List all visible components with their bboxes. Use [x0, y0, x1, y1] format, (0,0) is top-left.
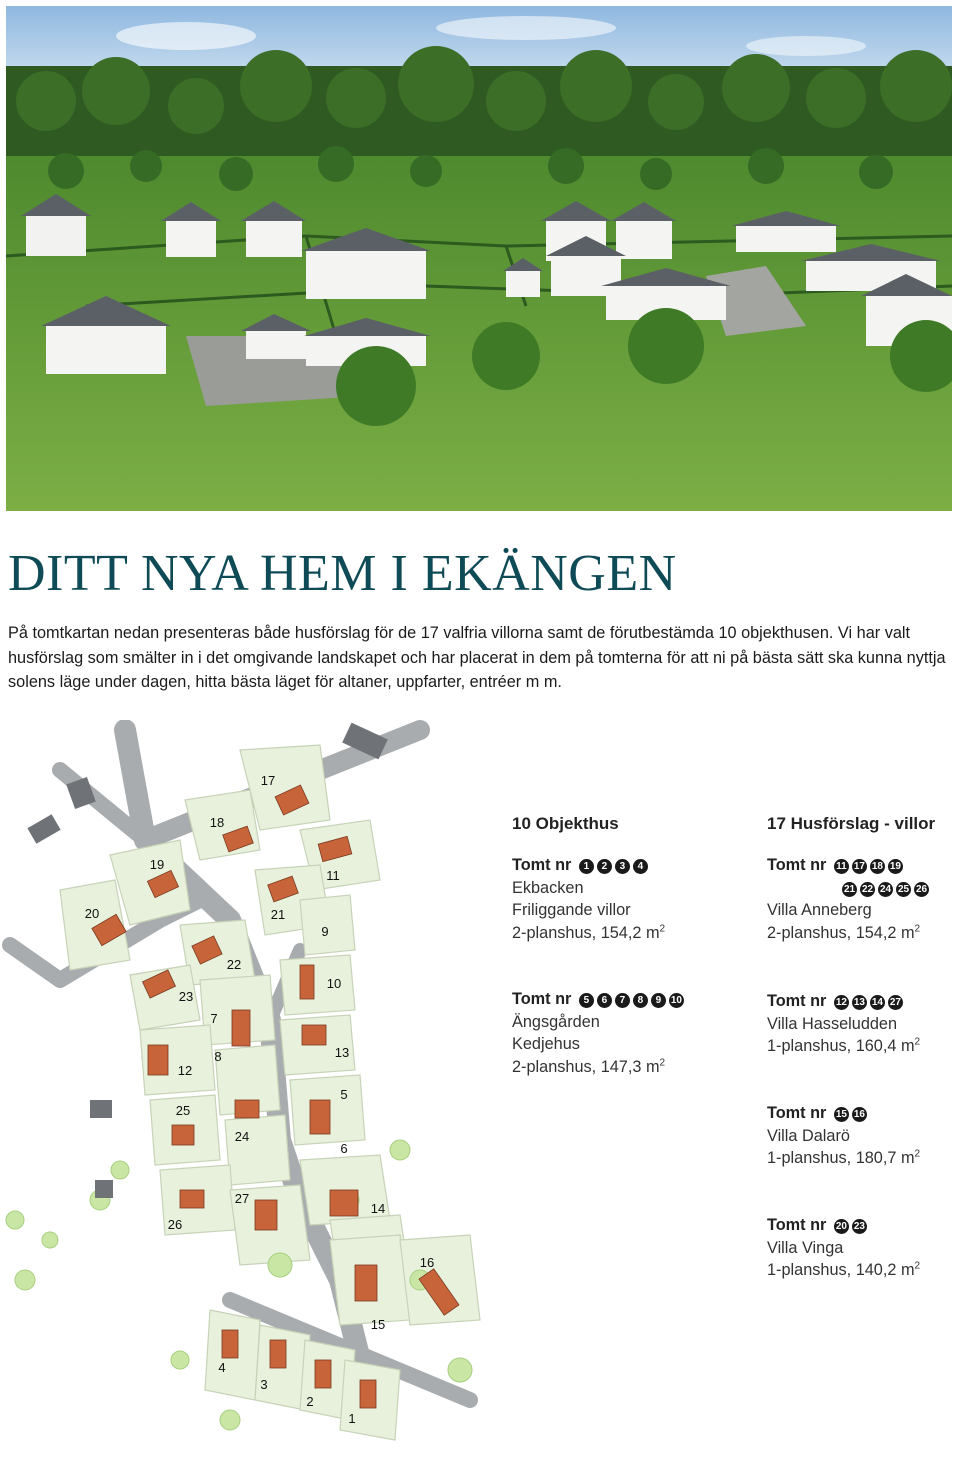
- plot-number-badge: 8: [633, 993, 648, 1008]
- house-type: Friliggande villor: [512, 901, 631, 919]
- plot-number-badge: 15: [835, 1109, 847, 1120]
- legend-objekthus: [512, 814, 752, 1076]
- legend-entry-vinga: [767, 1214, 920, 1282]
- legend-entry-hasseludden: [767, 990, 920, 1058]
- plot-badge-group: [576, 856, 648, 874]
- plan-plot-number: 3: [260, 1377, 268, 1392]
- plot-number-badge: 18: [871, 861, 883, 872]
- plot-number-badge: 25: [897, 883, 910, 895]
- plan-plot-number: 15: [370, 1317, 386, 1332]
- plot-number-badge: 3: [615, 859, 630, 874]
- plan-plot-number: 20: [84, 906, 100, 921]
- legend-entry-dalaro: [767, 1102, 920, 1170]
- plot-number-badge: 11: [834, 859, 849, 874]
- legend-villor: [767, 814, 960, 1279]
- plan-plot-number: 24: [234, 1129, 250, 1144]
- plot-badge-group: [831, 1216, 867, 1234]
- tomt-label: Tomt nr: [767, 1216, 827, 1234]
- page-title: DITT NYA HEM I EKÄNGEN: [8, 545, 677, 602]
- tomt-label: Tomt nr: [767, 1104, 827, 1122]
- plan-plot-number: 27: [234, 1191, 250, 1206]
- plan-plot-number: 18: [209, 815, 225, 830]
- house-name: Villa Dalarö: [767, 1126, 850, 1145]
- legend-villor-title: 17 Husförslag - villor: [767, 814, 936, 833]
- plot-number-badge: 6: [597, 993, 612, 1008]
- plot-badge-group-2: [767, 877, 929, 900]
- plot-number-badge: 10: [670, 995, 682, 1006]
- plan-plot-number: 2: [306, 1394, 314, 1409]
- tomt-label: Tomt nr: [512, 856, 572, 874]
- plot-number-badge: 1: [579, 859, 594, 874]
- plot-number-badge: 2: [597, 859, 612, 874]
- plan-plot-number: 22: [226, 957, 242, 972]
- plan-plot-number: 11: [326, 868, 340, 883]
- plot-number-badge: 19: [889, 861, 901, 872]
- plot-number-badge: 13: [853, 997, 865, 1008]
- plan-plot-number: 9: [321, 924, 329, 939]
- house-name: Villa Vinga: [767, 1238, 844, 1257]
- plot-number-badge: 4: [633, 859, 648, 874]
- tomt-label: Tomt nr: [767, 856, 827, 874]
- legend-entry-ekbacken: [512, 854, 665, 944]
- plot-number-badge: 24: [879, 883, 892, 895]
- plan-plot-number: 12: [177, 1063, 193, 1078]
- legend-entry-anneberg: [767, 854, 929, 944]
- house-size: 2-planshus, 154,2 $m^2$: [767, 923, 921, 942]
- plot-number-badge: 16: [853, 1109, 865, 1120]
- plot-badge-group: [576, 990, 684, 1008]
- plot-badge-group: [831, 856, 903, 874]
- plan-plot-number: 7: [210, 1011, 218, 1026]
- house-name: Ängsgården: [512, 1012, 600, 1031]
- plan-plot-number: 1: [348, 1411, 356, 1426]
- house-name: Villa Hasseludden: [767, 1014, 898, 1033]
- legend-entry-angsgarden: [512, 988, 684, 1078]
- house-size: 2-planshus, 154,2 $m^2$: [512, 923, 666, 942]
- plot-badge-group: [831, 1104, 867, 1122]
- plot-number-badge: 20: [835, 1221, 847, 1232]
- plan-plot-number: 23: [178, 989, 194, 1004]
- plot-number-badge: 17: [853, 861, 865, 872]
- tomt-label: Tomt nr: [767, 992, 827, 1010]
- site-plan-map: [0, 720, 500, 1468]
- plot-number-badge: 7: [615, 993, 630, 1008]
- plan-plot-number: 25: [175, 1103, 191, 1118]
- intro-paragraph: På tomtkartan nedan presenteras både husförslag för de 17 valfria villorna samt de förutbestämda 10 objekthusen. Vi har valt husförslag som smälter in i det omgivande landskapet och har placerat in dem på tomterna för att ni på bästa sätt ska kunna nyttja solens läge under dagen, hitta bästa läget för altaner, uppfarter, entréer m m.: [8, 624, 946, 691]
- plan-plot-number: 16: [419, 1255, 435, 1270]
- plot-badge-group: [831, 992, 903, 1010]
- plan-plot-number: 6: [340, 1141, 348, 1156]
- plan-plot-number: 10: [326, 976, 342, 991]
- plot-number-badge: 14: [871, 997, 883, 1008]
- house-type: Kedjehus: [512, 1035, 580, 1053]
- plan-plot-number: 17: [260, 773, 276, 788]
- plot-number-badge: 22: [861, 883, 874, 895]
- plan-plot-number: 26: [167, 1217, 183, 1232]
- plan-plot-number: 8: [214, 1049, 222, 1064]
- hero-rendering-image: [6, 6, 952, 511]
- plan-plot-number: 4: [218, 1360, 226, 1375]
- plan-plot-number: 19: [149, 857, 165, 872]
- legend-objekthus-title: 10 Objekthus: [512, 814, 619, 833]
- plan-plot-number: 13: [334, 1045, 350, 1060]
- house-size: 1-planshus, 140,2 $m^2$: [767, 1260, 921, 1279]
- plan-plot-number: 14: [370, 1201, 386, 1216]
- plot-number-badge: 21: [843, 883, 856, 895]
- plan-plot-number: 21: [270, 907, 286, 922]
- house-name: Villa Anneberg: [767, 901, 872, 919]
- plot-number-badge: 12: [835, 997, 847, 1008]
- house-size: 1-planshus, 160,4 $m^2$: [767, 1036, 921, 1055]
- plot-number-badge: 26: [915, 883, 928, 895]
- plot-number-badge: 9: [651, 993, 666, 1008]
- plan-plot-number: 5: [340, 1087, 348, 1102]
- plot-number-badge: 23: [853, 1221, 865, 1232]
- house-size: 1-planshus, 180,7 $m^2$: [767, 1148, 921, 1167]
- house-name: Ekbacken: [512, 878, 584, 897]
- house-size: 2-planshus, 147,3 $m^2$: [512, 1057, 666, 1076]
- tomt-label: Tomt nr: [512, 990, 572, 1008]
- plot-number-badge: 5: [579, 993, 594, 1008]
- plot-number-badge: 27: [889, 997, 901, 1008]
